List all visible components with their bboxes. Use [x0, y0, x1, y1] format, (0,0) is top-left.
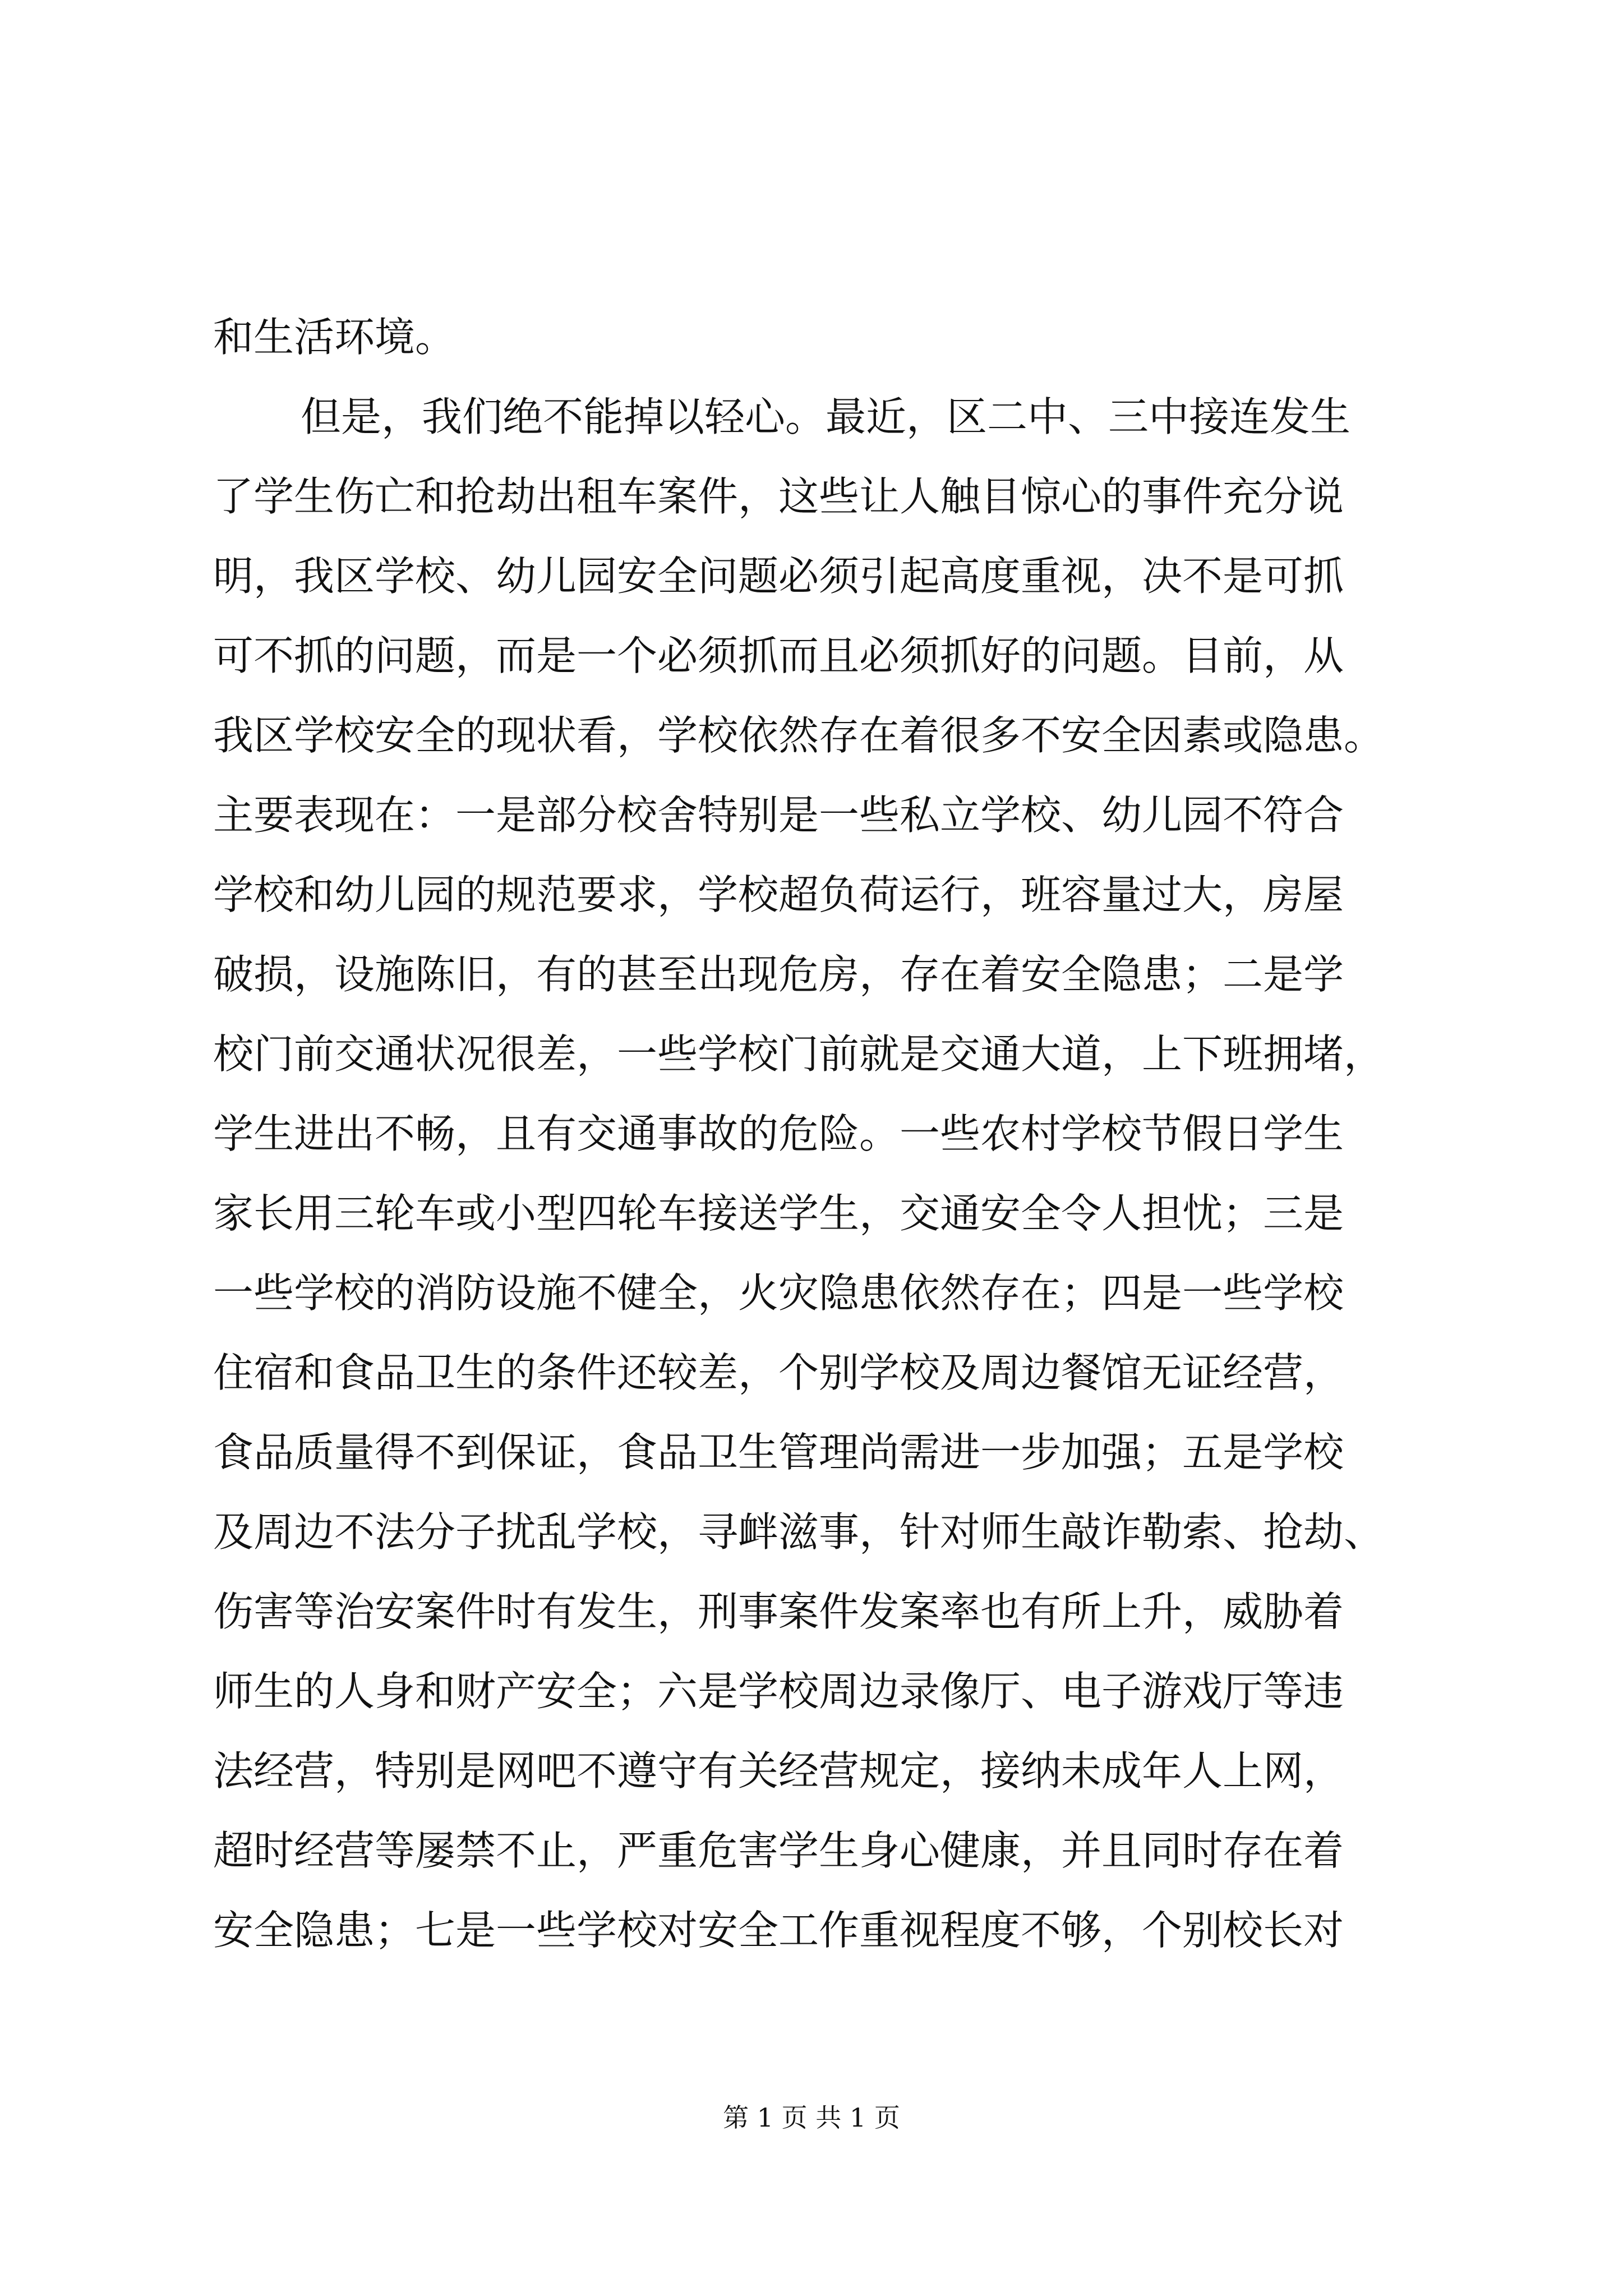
text-line: 食品质量得不到保证，食品卫生管理尚需进一步加强；五是学校 — [213, 1429, 1344, 1476]
body-text — [213, 297, 1413, 1970]
text-line: 破损，设施陈旧，有的甚至出现危房，存在着安全隐患；二是学 — [213, 951, 1344, 998]
page-number-footer: 第 1 页 共 1 页 — [723, 2102, 900, 2133]
text-line: 和生活环境。 — [213, 314, 456, 361]
text-line: 一些学校的消防设施不健全，火灾隐患依然存在；四是一些学校 — [213, 1269, 1344, 1317]
text-line: 及周边不法分子扰乱学校，寻衅滋事，针对师生敲诈勒索、抢劫、 — [213, 1508, 1385, 1556]
text-line: 了学生伤亡和抢劫出租车案件，这些让人触目惊心的事件充分说 — [213, 473, 1344, 520]
text-line: 家长用三轮车或小型四轮车接送学生，交通安全令人担忧；三是 — [213, 1190, 1344, 1237]
text-line: 安全隐患；七是一些学校对安全工作重视程度不够，个别校长对 — [213, 1907, 1344, 1954]
text-line: 超时经营等屡禁不止，严重危害学生身心健康，并且同时存在着 — [213, 1827, 1344, 1874]
text-line: 伤害等治安案件时有发生，刑事案件发案率也有所上升，威胁着 — [213, 1588, 1344, 1635]
text-line: 师生的人身和财产安全；六是学校周边录像厅、电子游戏厅等违 — [213, 1668, 1344, 1715]
text-line: 学校和幼儿园的规范要求，学校超负荷运行，班容量过大，房屋 — [213, 871, 1344, 918]
text-line: 住宿和食品卫生的条件还较差，个别学校及周边餐馆无证经营， — [213, 1349, 1344, 1396]
text-line: 校门前交通状况很差，一些学校门前就是交通大道，上下班拥堵， — [213, 1030, 1385, 1078]
text-line: 可不抓的问题，而是一个必须抓而且必须抓好的问题。目前，从 — [213, 632, 1344, 679]
text-line: 法经营，特别是网吧不遵守有关经营规定，接纳未成年人上网， — [213, 1747, 1344, 1795]
text-line: 我区学校安全的现状看，学校依然存在着很多不安全因素或隐患。 — [213, 712, 1385, 759]
text-line: 明，我区学校、幼儿园安全问题必须引起高度重视，决不是可抓 — [213, 553, 1344, 600]
text-line: 学生进出不畅，且有交通事故的危险。一些农村学校节假日学生 — [213, 1110, 1344, 1157]
text-line: 但是，我们绝不能掉以轻心。最近，区二中、三中接连发生 — [301, 393, 1351, 440]
text-line: 主要表现在：一是部分校舍特别是一些私立学校、幼儿园不符合 — [213, 792, 1344, 839]
